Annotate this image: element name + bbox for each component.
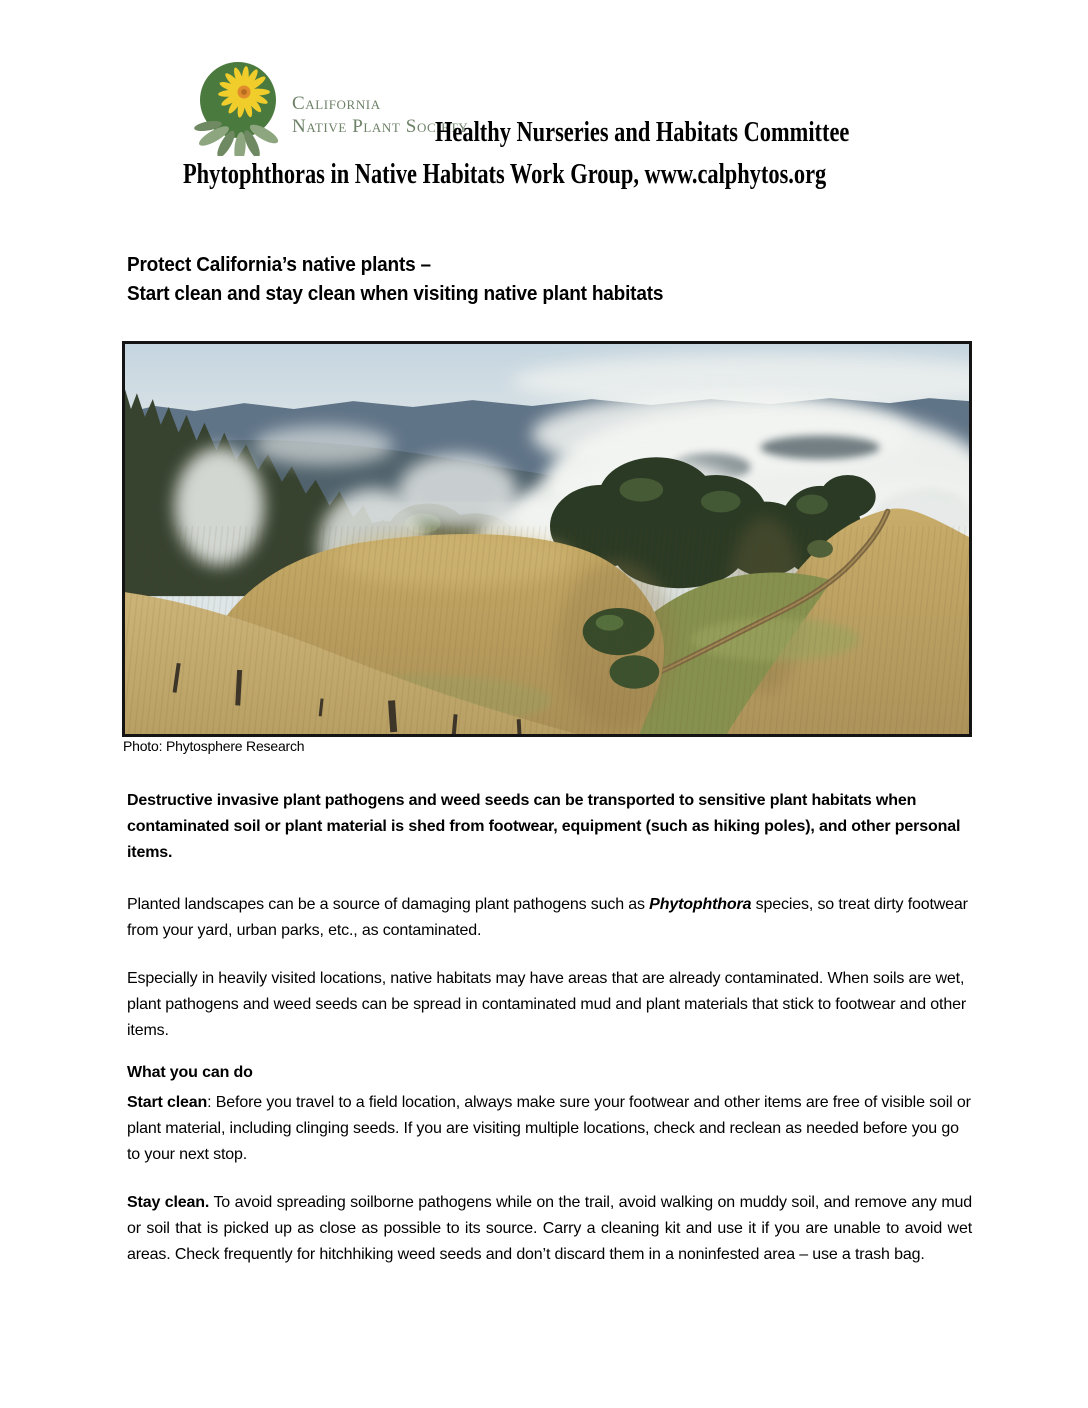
stay-clean-lead: Stay clean. <box>127 1194 210 1211</box>
start-clean-lead: Start clean <box>127 1094 208 1111</box>
paragraph-planted-landscapes <box>127 892 972 944</box>
paragraph-start-clean <box>127 1090 972 1168</box>
paragraph-stay-clean <box>127 1190 972 1268</box>
habitat-photo-scene <box>125 344 969 734</box>
habitat-photo <box>122 341 972 737</box>
paragraph-planted-run3: species, so treat dirty footwear from your yard, urban parks, etc., as contaminated. <box>127 896 968 939</box>
header-committee-line: Healthy Nurseries and Habitats Committee <box>435 117 850 148</box>
article-body <box>127 788 972 1268</box>
subheading-what-you-can-do: What you can do <box>127 1064 253 1081</box>
phytophthora-term: Phytophthora <box>649 896 752 913</box>
logo-org-line2: Native Plant Society <box>292 116 469 137</box>
paragraph-destructive-pathogens: Destructive invasive plant pathogens and weed seeds can be transported to sensitive plant habitats when contaminated soil or plant material is shed from footwear, equipment (such as hiking poles), and other personal items. <box>127 792 961 861</box>
paragraph-planted-run1: Planted landscapes can be a source of damaging plant pathogens such as <box>127 896 650 913</box>
page-title <box>127 251 691 309</box>
grass-texture <box>125 526 969 734</box>
cnps-flower-logo-icon <box>188 60 300 156</box>
stay-clean-rest: To avoid spreading soilborne pathogens while on the trail, avoid walking on muddy soil, and remove any mud or soil that is picked up as close as possible to its source. Carry a cleaning kit and use it if you are unable to avoid wet areas. Check frequently for hitchhiking weed seeds and don’t discard them in a noninfested area – use a trash bag. <box>127 1194 972 1263</box>
logo-org-line1: California <box>292 93 381 114</box>
header-workgroup-line: Phytophthoras in Native Habitats Work Group, www.calphytos.org <box>183 159 827 190</box>
start-clean-rest: : Before you travel to a field location, always make sure your footwear and other items are free of visible soil or plant material, including clinging seeds. If you are visiting multiple locations, check and reclean as needed before you go to your next stop. <box>127 1094 971 1163</box>
photo-caption: Photo: Phytosphere Research <box>123 738 305 754</box>
page-title-line2: Start clean and stay clean when visiting native plant habitats <box>127 283 664 305</box>
paragraph-heavily-visited: Especially in heavily visited locations, native habitats may have areas that are already contaminated. When soils are wet, plant pathogens and weed seeds can be spread in contaminated mud and plant materials that stick to footwear and other items. <box>127 970 966 1039</box>
page-title-line1: Protect California’s native plants – <box>127 254 431 276</box>
